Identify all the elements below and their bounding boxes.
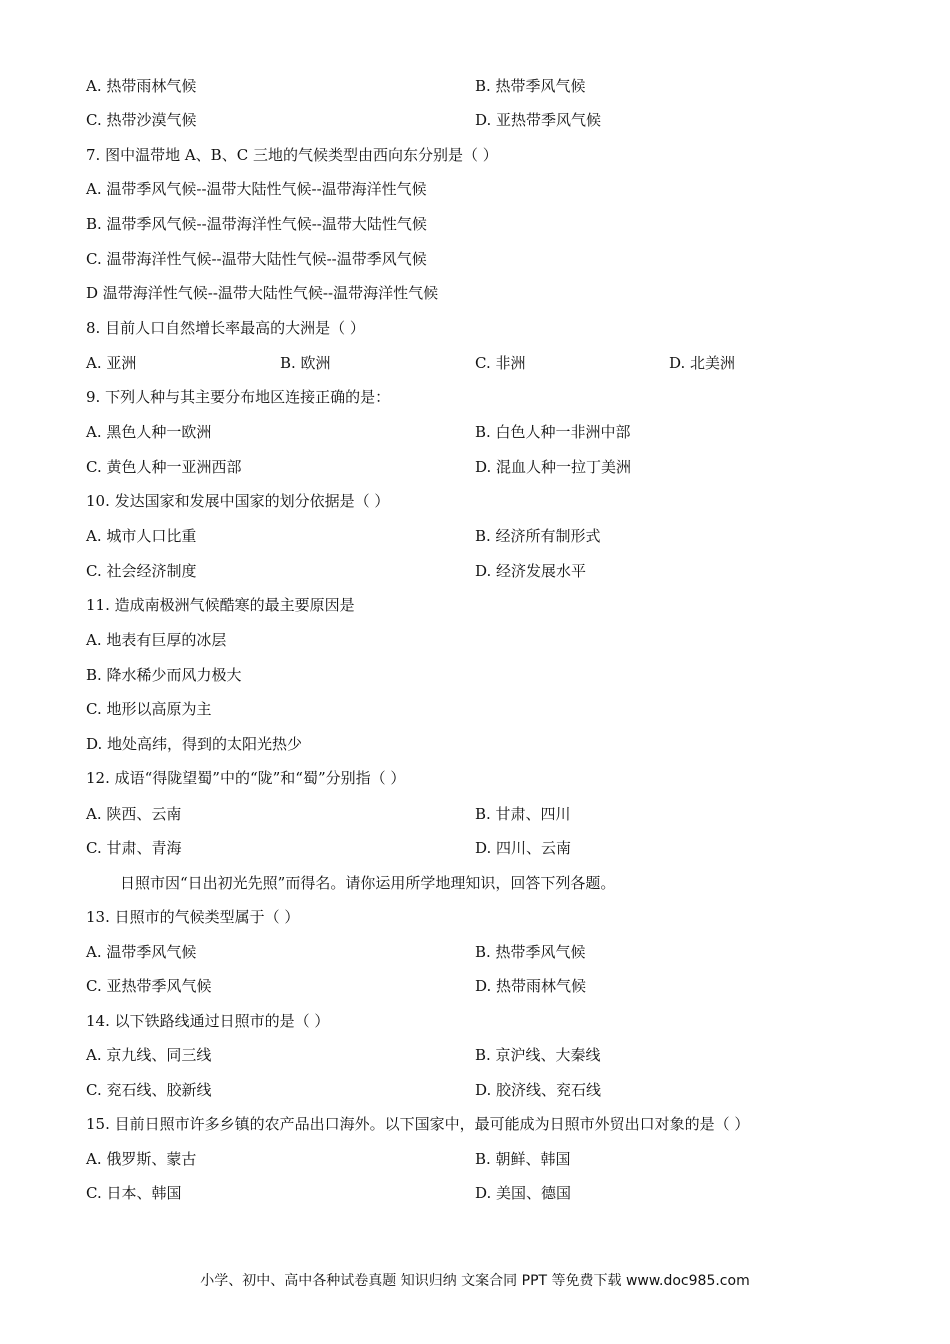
text-line: C. 兖石线、胶新线 bbox=[86, 1081, 212, 1099]
text-line: D. 四川、云南 bbox=[475, 839, 572, 857]
text-line: C. 甘肃、青海 bbox=[86, 839, 182, 857]
text-line: B. 降水稀少而风力极大 bbox=[86, 666, 242, 684]
text-line: D. 经济发展水平 bbox=[475, 562, 587, 580]
text-line: 9. 下列人种与其主要分布地区连接正确的是： bbox=[86, 388, 391, 406]
text-line: 8. 目前人口自然增长率最高的大洲是（ ） bbox=[86, 319, 365, 337]
text-line: D 温带海洋性气候--温带大陆性气候--温带海洋性气候 bbox=[86, 284, 439, 302]
text-line: C. 日本、韩国 bbox=[86, 1184, 182, 1202]
text-line: A. 热带雨林气候 bbox=[86, 77, 197, 95]
text-line: D. 地处高纬，得到的太阳光热少 bbox=[86, 735, 303, 753]
text-line: B. 热带季风气候 bbox=[475, 943, 586, 961]
text-line: B. 热带季风气候 bbox=[475, 77, 586, 95]
text-line: C. 地形以高原为主 bbox=[86, 700, 212, 718]
text-line: 13. 日照市的气候类型属于（ ） bbox=[86, 908, 300, 926]
text-line: A. 城市人口比重 bbox=[86, 527, 197, 545]
text-line: A. 亚洲 bbox=[86, 354, 137, 372]
text-line: D. 热带雨林气候 bbox=[475, 977, 587, 995]
text-line: A. 地表有巨厚的冰层 bbox=[86, 631, 227, 649]
text-line: 10. 发达国家和发展中国家的划分依据是（ ） bbox=[86, 492, 390, 510]
text-line: A. 黑色人种一欧洲 bbox=[86, 423, 212, 441]
text-line: B. 经济所有制形式 bbox=[475, 527, 601, 545]
text-line: 7. 图中温带地 A、B、C 三地的气候类型由西向东分别是（ ） bbox=[86, 146, 498, 164]
text-line: C. 非洲 bbox=[475, 354, 526, 372]
text-line: B. 甘肃、四川 bbox=[475, 805, 571, 823]
text-line: A. 温带季风气候--温带大陆性气候--温带海洋性气候 bbox=[86, 180, 427, 198]
text-line: 14. 以下铁路线通过日照市的是（ ） bbox=[86, 1012, 330, 1030]
text-line: D. 美国、德国 bbox=[475, 1184, 572, 1202]
text-line: D. 北美洲 bbox=[669, 354, 736, 372]
text-line: B. 白色人种一非洲中部 bbox=[475, 423, 631, 441]
text-line: A. 俄罗斯、蒙古 bbox=[86, 1150, 197, 1168]
text-line: B. 朝鲜、韩国 bbox=[475, 1150, 571, 1168]
text-line: C. 热带沙漠气候 bbox=[86, 111, 197, 129]
text-line: A. 京九线、同三线 bbox=[86, 1046, 212, 1064]
text-line: 11. 造成南极洲气候酷寒的最主要原因是 bbox=[86, 596, 355, 614]
text-line: 日照市因“日出初光先照”而得名。请你运用所学地理知识，回答下列各题。 bbox=[120, 874, 616, 892]
text-line: 15. 目前日照市许多乡镇的农产品出口海外。以下国家中，最可能成为日照市外贸出口对象的是（ ） bbox=[86, 1115, 750, 1133]
page-footer: 小学、初中、高中各种试卷真题 知识归纳 文案合同 PPT 等免费下载 www.doc985.com bbox=[200, 1273, 750, 1289]
text-line: C. 亚热带季风气候 bbox=[86, 977, 212, 995]
text-line: A. 陕西、云南 bbox=[86, 805, 182, 823]
text-line: C. 黄色人种一亚洲西部 bbox=[86, 458, 242, 476]
text-line: D. 胶济线、兖石线 bbox=[475, 1081, 602, 1099]
text-line: C. 社会经济制度 bbox=[86, 562, 197, 580]
text-line: D. 亚热带季风气候 bbox=[475, 111, 602, 129]
text-line: B. 京沪线、大秦线 bbox=[475, 1046, 601, 1064]
text-line: 12. 成语“得陇望蜀”中的“陇”和“蜀”分别指（ ） bbox=[86, 769, 406, 787]
text-line: B. 欧洲 bbox=[280, 354, 331, 372]
text-line: B. 温带季风气候--温带海洋性气候--温带大陆性气候 bbox=[86, 215, 427, 233]
text-line: D. 混血人种一拉丁美洲 bbox=[475, 458, 632, 476]
text-line: A. 温带季风气候 bbox=[86, 943, 197, 961]
text-line: C. 温带海洋性气候--温带大陆性气候--温带季风气候 bbox=[86, 250, 427, 268]
